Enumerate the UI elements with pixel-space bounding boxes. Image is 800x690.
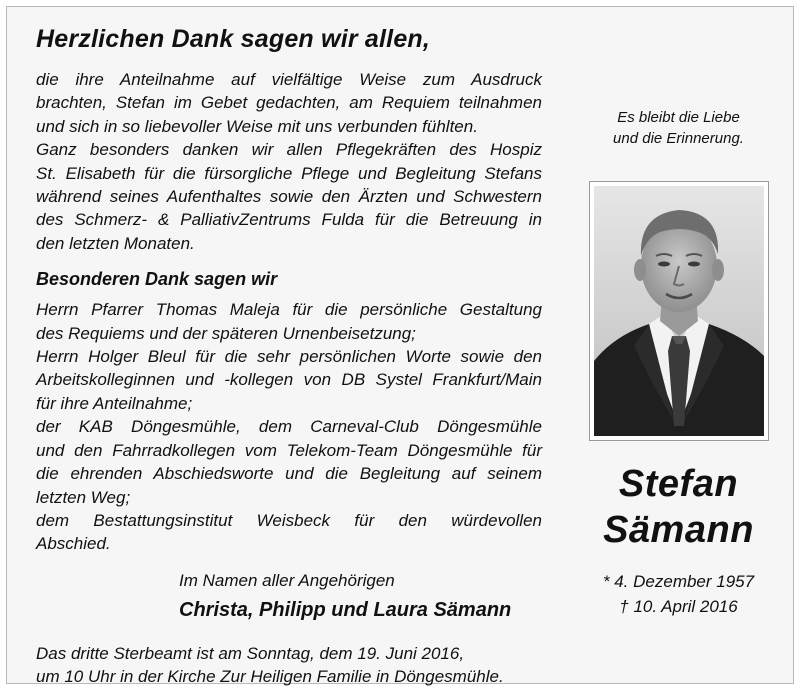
signature-intro: Im Namen aller Angehörigen [179,570,395,590]
first-name: Stefan [618,463,739,505]
quote-line: Es bleibt die Liebe [617,109,740,126]
text-line: während seines Aufenthaltes sowie den Ärzten und Schwestern [36,187,542,207]
text-line: des Schmerz- & PalliativZentrums Fulda für die Betreuung in [36,210,542,230]
portrait-photo [589,181,769,441]
text-line: für ihre Anteilnahme; [36,393,193,413]
death-date: † 10. April 2016 [619,597,738,616]
text-line: St. Elisabeth für die fürsorgliche Pflege und Begleitung Stefans [36,163,542,183]
headline: Herzlichen Dank sagen wir allen, [36,25,431,53]
text-line: Ganz besonders danken wir allen Pflegekräften des Hospiz [36,140,542,160]
intro-paragraph [36,68,542,255]
text-line: des Requiems und der späteren Urnenbeisetzung; [36,323,416,343]
memorial-column [582,107,775,619]
text-line: Herrn Holger Bleul für die sehr persönlichen Worte sowie den [36,347,542,367]
thanks-paragraph [36,298,542,555]
obituary-card [6,6,794,687]
text-line: Abschied. [36,534,111,554]
text-line: um 10 Uhr in der Kirche Zur Heiligen Familie in Döngesmühle. [36,667,504,687]
text-line: und sich in so liebevoller Weise mit uns verbunden fühlten. [36,116,478,136]
text-line: die ehrenden Abschiedsworte und die Begleitung auf seinem [36,464,542,484]
text-line: brachten, Stefan im Gebet gedachten, am Requiem teilnahmen [36,93,542,113]
closing-paragraph [36,642,542,689]
text-line: Herrn Pfarrer Thomas Maleja für die persönliche Gestaltung [36,300,542,320]
memorial-quote [582,107,775,149]
text-line: Das dritte Sterbeamt ist am Sonntag, dem 19. Juni 2016, [36,643,465,663]
portrait-image [594,186,764,436]
deceased-name [582,461,775,553]
text-line: der KAB Döngesmühle, dem Carneval-Club Döngesmühle [36,417,542,437]
text-line: letzten Weg; [36,487,131,507]
life-dates [582,569,775,619]
birth-date: * 4. Dezember 1957 [602,572,755,591]
quote-line: und die Erinnerung. [613,130,744,147]
subheading: Besonderen Dank sagen wir [36,269,278,290]
last-name: Sämann [603,509,754,551]
text-line: die ihre Anteilnahme auf vielfältige Weise zum Ausdruck [36,70,542,89]
thanks-column [36,25,542,689]
text-line: dem Bestattungsinstitut Weisbeck für den würdevollen [36,510,542,530]
text-line: und den Fahrradkollegen vom Telekom-Team Döngesmühle für [36,440,542,460]
text-line: den letzten Monaten. [36,233,195,253]
text-line: Arbeitskolleginnen und -kollegen von DB Systel Frankfurt/Main [36,370,542,390]
signature-names: Christa, Philipp und Laura Sämann [179,598,512,621]
